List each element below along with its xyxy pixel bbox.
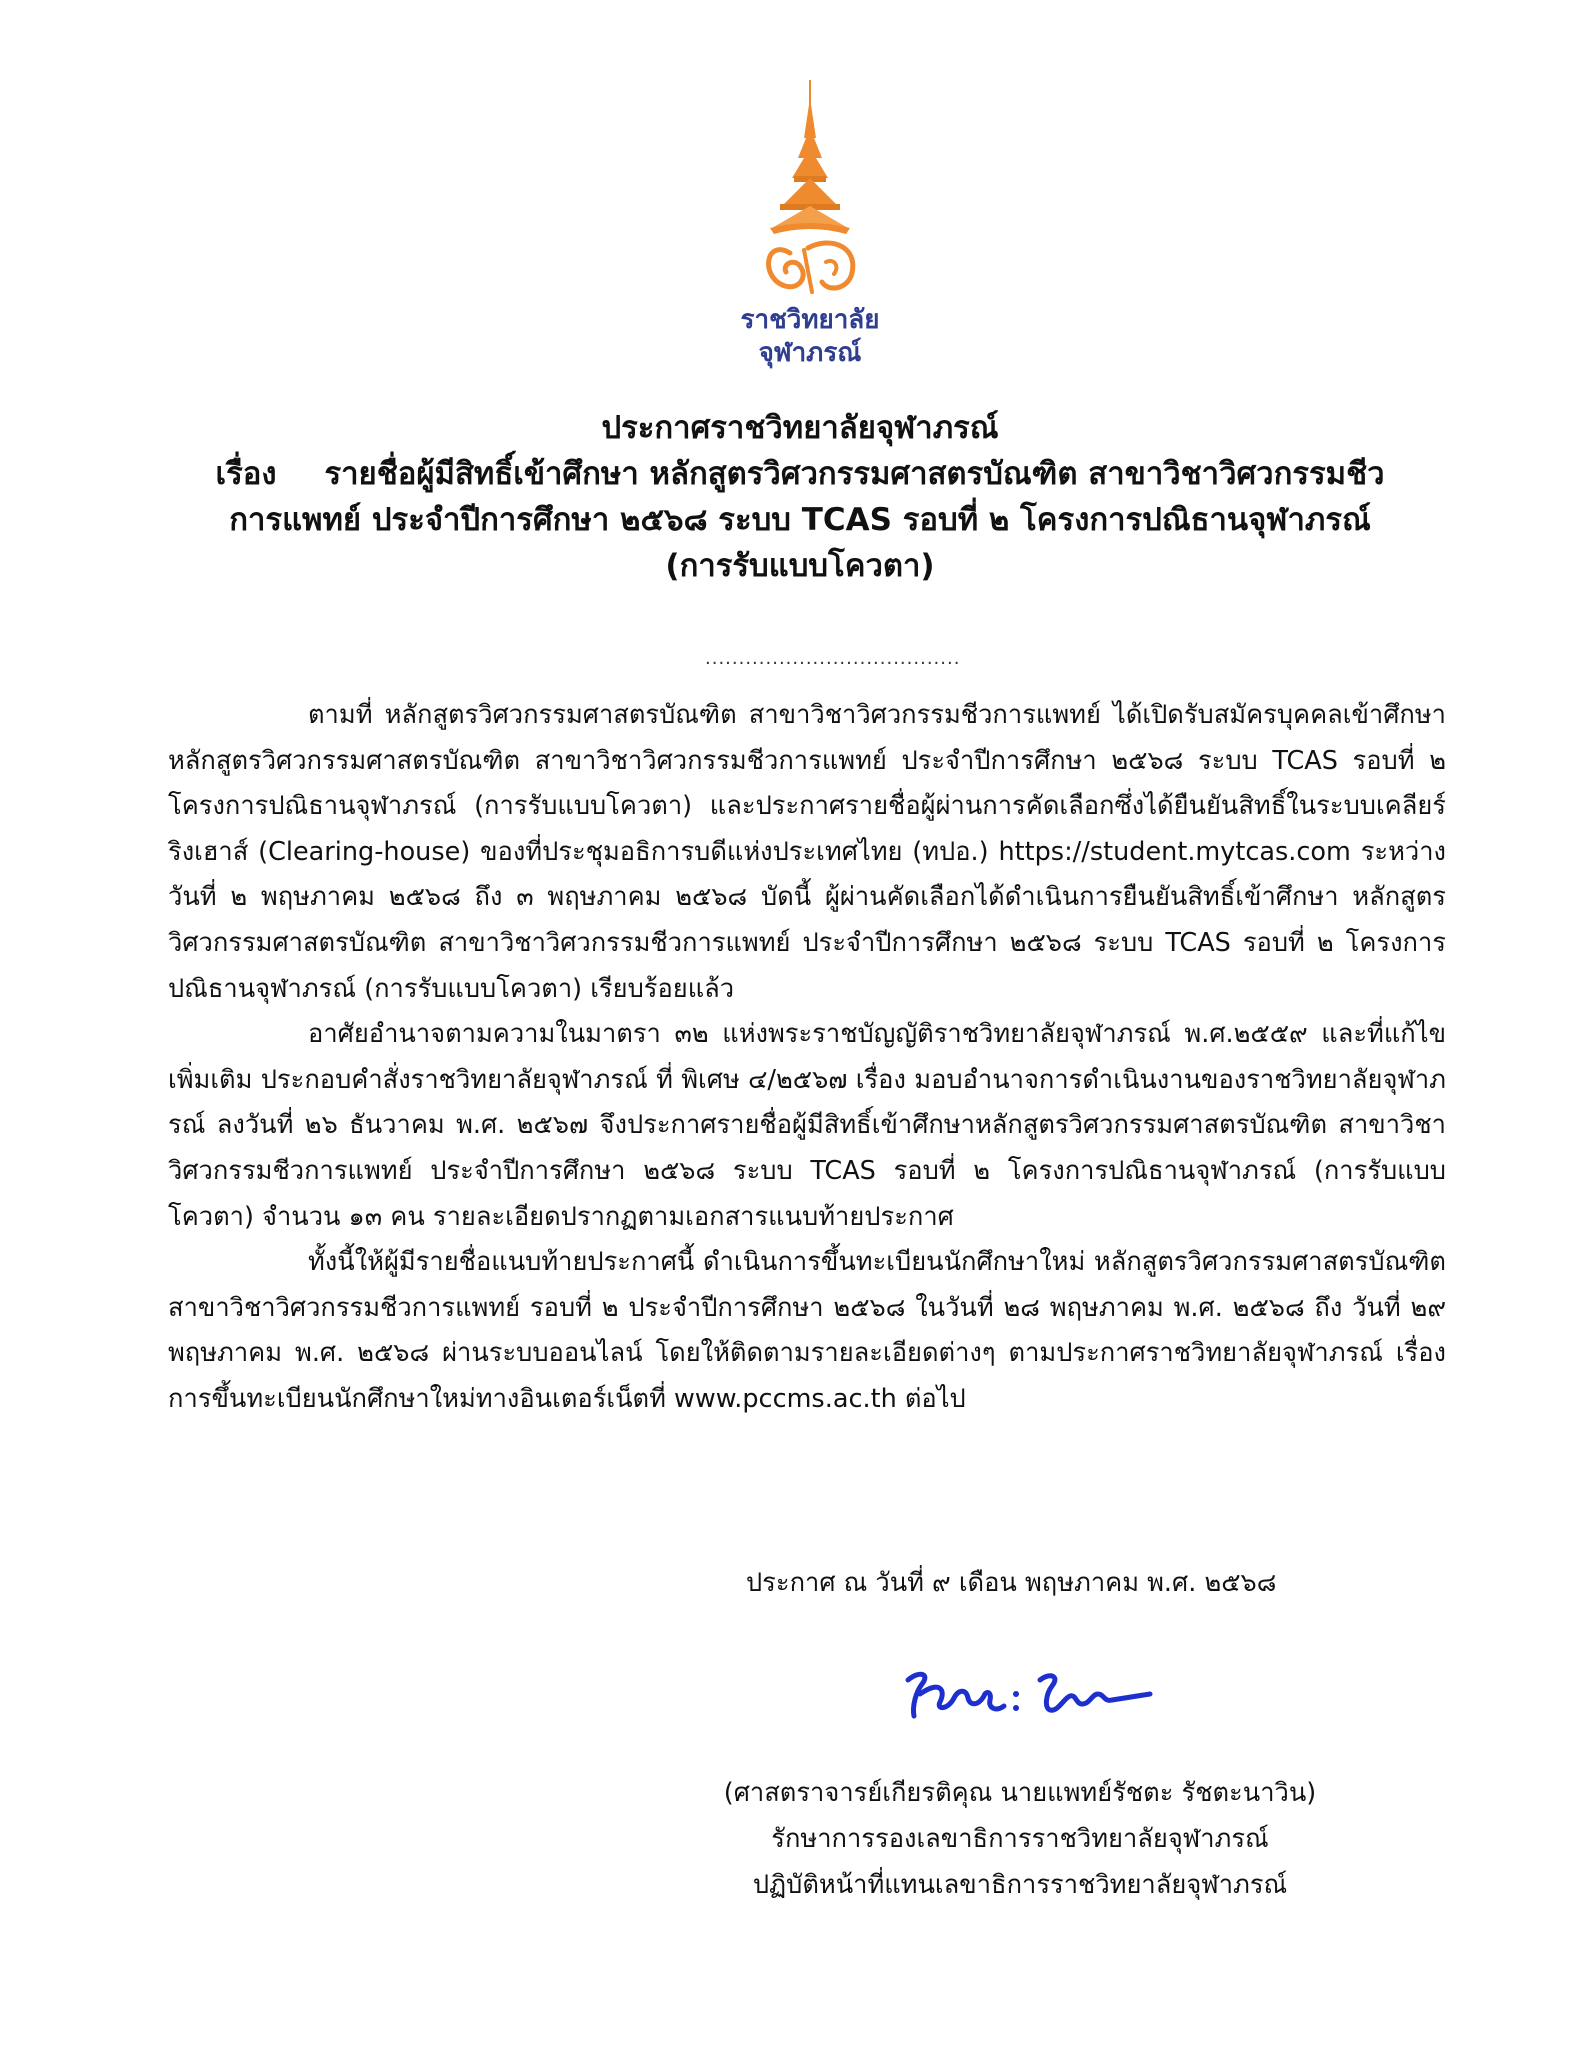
topic-label: เรื่อง (215, 456, 277, 492)
signer-block (660, 1770, 1380, 1908)
separator-dots: ...................................... (705, 648, 961, 669)
signer-position-2: ปฏิบัติหน้าที่แทนเลขาธิการราชวิทยาลัยจุฬาภรณ์ (752, 1870, 1288, 1900)
topic-line-3: (การรับแบบโควตา) (665, 548, 935, 584)
body-paragraph-1: ตามที่ หลักสูตรวิศวกรรมศาสตรบัณฑิต สาขาวิชาวิศวกรรมชีวการแพทย์ ได้เปิดรับสมัครบุคคลเข้าศึกษา หลักสูตรวิศวกรรมศาสตรบัณฑิต สาขาวิชาวิศวกรรมชีวการแพทย์ ประจำปีการศึกษา ๒๕๖๘ ระบบ TCAS รอบที่ ๒ โครงการปณิธานจุฬาภรณ์ (การรับแบบโควตา) และประกาศรายชื่อผู้ผ่านการคัดเลือกซึ่งได้ยืนยันสิทธิ์ในระบบเคลียร์ริงเฮาส์ (Clearing-house) ของที่ประชุมอธิการบดีแห่งประเทศไทย (ทปอ.) https://student.mytcas.com ระหว่างวันที่ ๒ พฤษภาคม ๒๕๖๘ ถึง ๓ พฤษภาคม ๒๕๖๘ บัดนี้ ผู้ผ่านคัดเลือกได้ดำเนินการยืนยันสิทธิ์เข้าศึกษา หลักสูตรวิศวกรรมศาสตรบัณฑิต สาขาวิชาวิศวกรรมชีวการแพทย์ ประจำปีการศึกษา ๒๕๖๘ ระบบ TCAS รอบที่ ๒ โครงการปณิธานจุฬาภรณ์ (การรับแบบโควตา) เรียบร้อยแล้ว (168, 700, 1446, 1004)
institution-logo (730, 78, 890, 378)
announcement-heading (150, 405, 1450, 589)
signer-name: (ศาสตราจารย์เกียรติคุณ นายแพทย์รัชตะ รัชตะนาวิน) (723, 1778, 1317, 1808)
logo-text-line1: ราชวิทยาลัย (740, 305, 880, 335)
signer-position-1: รักษาการรองเลขาธิการราชวิทยาลัยจุฬาภรณ์ (771, 1824, 1269, 1854)
topic-line-1 (150, 451, 1450, 497)
announcement-title: ประกาศราชวิทยาลัยจุฬาภรณ์ (601, 410, 999, 446)
announcement-body (168, 693, 1446, 1423)
announcement-date: ประกาศ ณ วันที่ ๙ เดือน พฤษภาคม พ.ศ. ๒๕๖๘ (746, 1568, 1277, 1598)
topic-line-2: การแพทย์ ประจำปีการศึกษา ๒๕๖๘ ระบบ TCAS รอบที่ ๒ โครงการปณิธานจุฬาภรณ์ (229, 502, 1371, 538)
body-paragraph-3: ทั้งนี้ให้ผู้มีรายชื่อแนบท้ายประกาศนี้ ดำเนินการขึ้นทะเบียนนักศึกษาใหม่ หลักสูตรวิศวกรรมศาสตรบัณฑิต สาขาวิชาวิศวกรรมชีวการแพทย์ รอบที่ ๒ ประจำปีการศึกษา ๒๕๖๘ ในวันที่ ๒๘ พฤษภาคม พ.ศ. ๒๕๖๘ ถึง วันที่ ๒๙ พฤษภาคม พ.ศ. ๒๕๖๘ ผ่านระบบออนไลน์ โดยให้ติดตามรายละเอียดต่างๆ ตามประกาศราชวิทยาลัยจุฬาภรณ์ เรื่องการขึ้นทะเบียนนักศึกษาใหม่ทางอินเตอร์เน็ตที่ www.pccms.ac.th ต่อไป (168, 1247, 1446, 1414)
handwritten-signature (900, 1650, 1160, 1730)
topic-text-1: รายชื่อผู้มีสิทธิ์เข้าศึกษา หลักสูตรวิศวกรรมศาสตรบัณฑิต สาขาวิชาวิศวกรรมชีว (324, 456, 1385, 492)
logo-text-line2: จุฬาภรณ์ (758, 338, 862, 368)
body-paragraph-2: อาศัยอำนาจตามความในมาตรา ๓๒ แห่งพระราชบัญญัติราชวิทยาลัยจุฬาภรณ์ พ.ศ.๒๕๕๙ และที่แก้ไขเพิ่มเติม ประกอบคำสั่งราชวิทยาลัยจุฬาภรณ์ ที่ พิเศษ ๔/๒๕๖๗ เรื่อง มอบอำนาจการดำเนินงานของราชวิทยาลัยจุฬาภรณ์ ลงวันที่ ๒๖ ธันวาคม พ.ศ. ๒๕๖๗ จึงประกาศรายชื่อผู้มีสิทธิ์เข้าศึกษาหลักสูตรวิศวกรรมศาสตรบัณฑิต สาขาวิชาวิศวกรรมชีวการแพทย์ ประจำปีการศึกษา ๒๕๖๘ ระบบ TCAS รอบที่ ๒ โครงการปณิธานจุฬาภรณ์ (การรับแบบโควตา) จำนวน ๑๓ คน รายละเอียดปรากฏตามเอกสารแนบท้ายประกาศ (168, 1019, 1446, 1232)
spire-emblem-graphic (730, 78, 890, 308)
